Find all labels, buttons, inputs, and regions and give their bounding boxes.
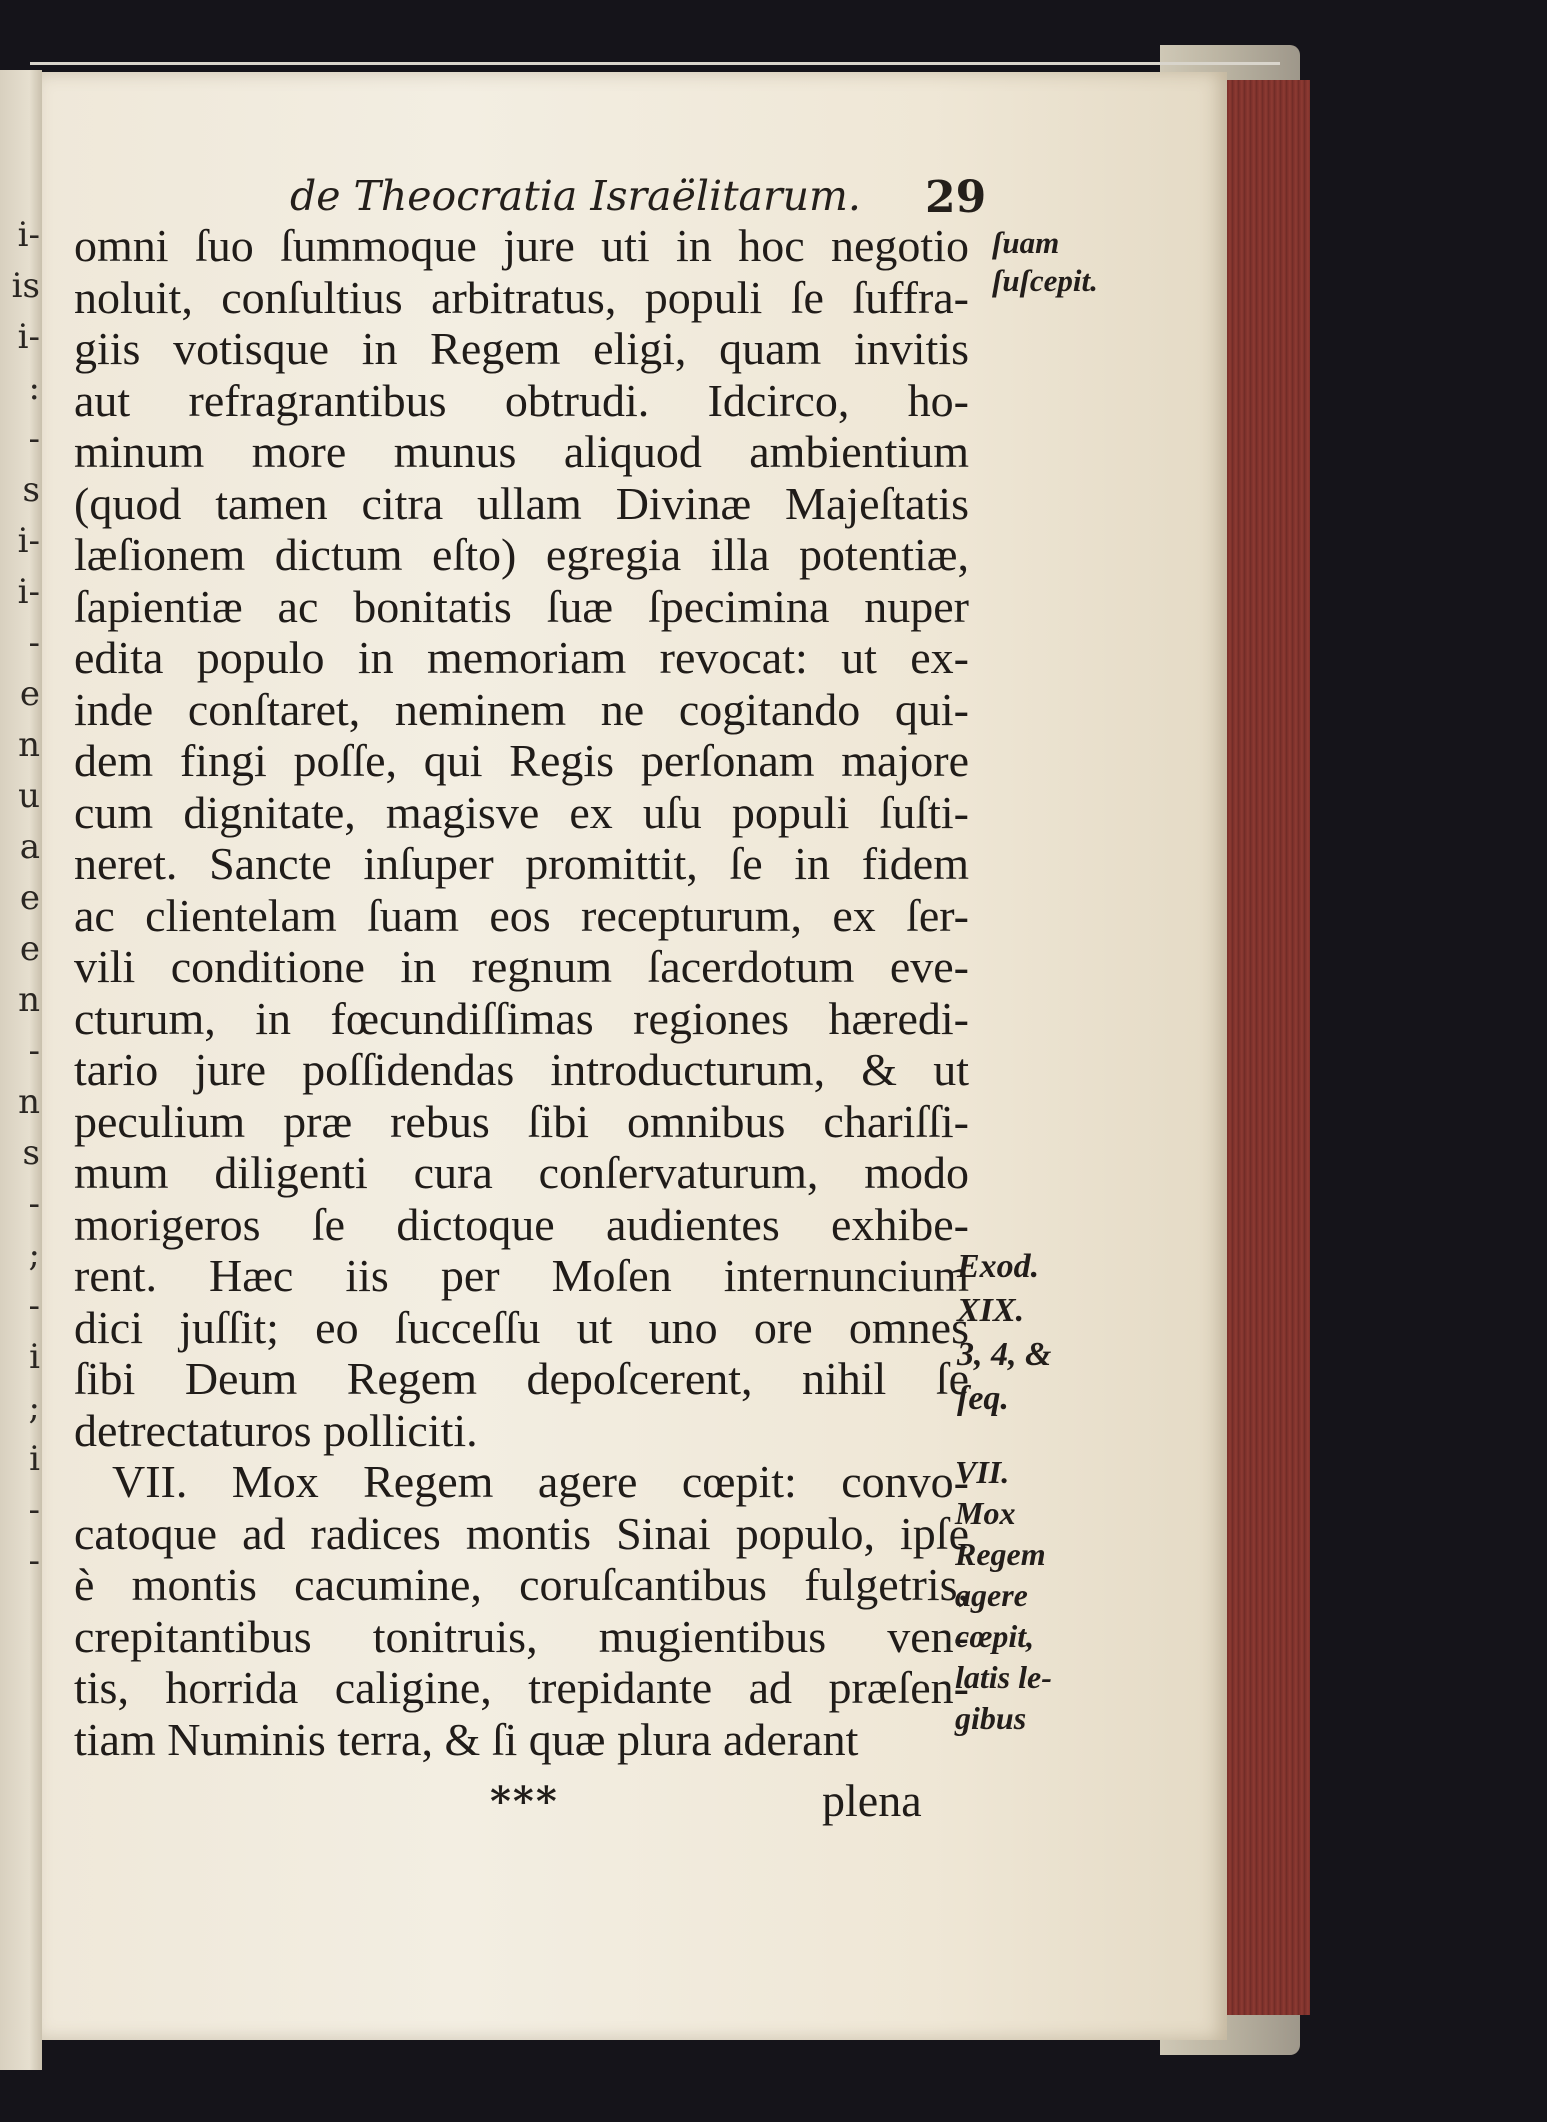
previous-page-edge	[0, 70, 42, 2070]
previous-page-fragment: :	[28, 368, 40, 408]
previous-page-fragment: i-	[17, 215, 40, 255]
text-line: noluit, conſultius arbitratus, populi ſe ſuffra-	[74, 271, 969, 323]
previous-page-line-endings	[10, 210, 40, 1587]
text-line: mum diligenti cura conſervaturum, modo	[74, 1147, 969, 1198]
previous-page-fragment: -	[28, 623, 40, 663]
text-line: peculium præ rebus ſibi omnibus chariſſi-	[74, 1095, 969, 1147]
text-line: tis, horrida caligine, trepidante ad præſen-	[74, 1662, 969, 1713]
text-line: vili conditione in regnum ſacerdotum eve-	[74, 941, 969, 992]
previous-page-fragment: n	[18, 725, 40, 765]
previous-page-fragment: -	[28, 1541, 40, 1581]
previous-page-fragment: n	[18, 1082, 40, 1122]
marginal-note-line: gibus	[955, 1700, 1027, 1736]
text-line: inde conſtaret, neminem ne cogitando qui-	[74, 683, 969, 735]
marginal-note-line: cœpit,	[955, 1618, 1035, 1654]
text-line: detrectaturos polliciti.	[74, 1404, 478, 1456]
page-number: 29	[925, 172, 987, 223]
text-line: ac clientelam ſuam eos recepturum, ex ſer-	[74, 889, 969, 941]
marginal-note-line: ſuam	[992, 225, 1060, 260]
text-line: è montis cacumine, coruſcantibus fulgetris,	[74, 1559, 969, 1610]
text-line: aut refragrantibus obtrudi. Idcirco, ho-	[74, 374, 969, 426]
marginal-note-line: Mox	[955, 1495, 1016, 1531]
text-line: cturum, in fœcundiſſimas regiones hæredi-	[74, 992, 969, 1044]
text-line: crepitantibus tonitruis, mugientibus ven-	[74, 1610, 969, 1662]
previous-page-fragment: is	[11, 266, 40, 306]
previous-page-fragment: e	[19, 878, 40, 918]
marginal-note-line: ſeq.	[957, 1380, 1009, 1417]
previous-page-fragment: a	[19, 827, 40, 867]
text-line: rent. Hæc iis per Moſen internuncium	[74, 1250, 969, 1301]
previous-page-fragment: ;	[28, 1235, 40, 1275]
marginal-note-exodus	[957, 1245, 1051, 1421]
previous-page-fragment: ;	[28, 1388, 40, 1428]
previous-page-fragment: i	[29, 1337, 40, 1377]
signature-mark: ***	[490, 1778, 559, 1825]
marginal-note-line: ſuſcepit.	[992, 263, 1098, 298]
text-line: ſibi Deum Regem depoſcerent, nihil ſe	[74, 1353, 969, 1404]
marginal-note-line: VII.	[955, 1454, 1010, 1490]
body-text	[74, 220, 969, 1765]
marginal-note-line: XIX.	[957, 1292, 1025, 1329]
text-line: cum dignitate, magisve ex uſu populi ſuſti-	[74, 786, 969, 838]
previous-page-fragment: i	[29, 1439, 40, 1479]
text-line: dem fingi poſſe, qui Regis perſonam majore	[74, 735, 969, 786]
text-line: dici juſſit; eo ſucceſſu ut uno ore omnes	[74, 1301, 969, 1353]
previous-page-fragment: i-	[17, 572, 40, 612]
marginal-note-line: 3, 4, &	[957, 1336, 1052, 1373]
previous-page-fragment: s	[22, 470, 40, 510]
text-line: edita populo in memoriam revocat: ut ex-	[74, 632, 969, 683]
red-page-edges	[1215, 80, 1310, 2015]
text-line: omni ſuo ſummoque jure uti in hoc negotio	[74, 220, 969, 271]
previous-page-fragment: s	[22, 1133, 40, 1173]
text-line: VII. Mox Regem agere cœpit: convo-	[112, 1456, 969, 1507]
previous-page-fragment: -	[28, 1490, 40, 1530]
marginal-note-suam-suscepit	[992, 224, 1098, 300]
text-line: giis votisque in Regem eligi, quam invitis	[74, 323, 969, 374]
marginal-note-line: agere	[955, 1577, 1028, 1613]
text-line: (quod tamen citra ullam Divinæ Majeſtatis	[74, 477, 969, 529]
text-line: ſapientiæ ac bonitatis ſuæ ſpecimina nuper	[74, 580, 969, 632]
running-head: de Theocratia Israëlitarum.	[290, 172, 861, 220]
text-line: tiam Numinis terra, & ſi quæ plura aderant	[74, 1713, 859, 1765]
text-line: catoque ad radices montis Sinai populo, ipſe	[74, 1507, 969, 1559]
marginal-note-line: Regem	[955, 1536, 1046, 1572]
text-line: morigeros ſe dictoque audientes exhibe-	[74, 1198, 969, 1250]
previous-page-fragment: e	[19, 929, 40, 969]
previous-page-fragment: e	[19, 674, 40, 714]
previous-page-fragment: u	[18, 776, 40, 816]
previous-page-fragment: i-	[17, 317, 40, 357]
previous-page-fragment: -	[28, 1286, 40, 1326]
text-line: læſionem dictum eſto) egregia illa potentiæ,	[74, 529, 969, 580]
text-line: minum more munus aliquod ambientium	[74, 426, 969, 477]
previous-page-fragment: -	[28, 419, 40, 459]
previous-page-fragment: -	[28, 1184, 40, 1224]
marginal-note-line: latis le-	[955, 1659, 1052, 1695]
catchword: plena	[822, 1775, 922, 1826]
previous-page-fragment: i-	[17, 521, 40, 561]
text-line: neret. Sancte inſuper promittit, ſe in fidem	[74, 838, 969, 889]
scanner-glass-edge	[30, 62, 1280, 65]
marginal-note-vii	[955, 1452, 1052, 1739]
previous-page-fragment: n	[18, 980, 40, 1020]
text-line: tario jure poſſidendas introducturum, & ut	[74, 1044, 969, 1095]
previous-page-fragment: -	[28, 1031, 40, 1071]
marginal-note-line: Exod.	[957, 1248, 1040, 1285]
